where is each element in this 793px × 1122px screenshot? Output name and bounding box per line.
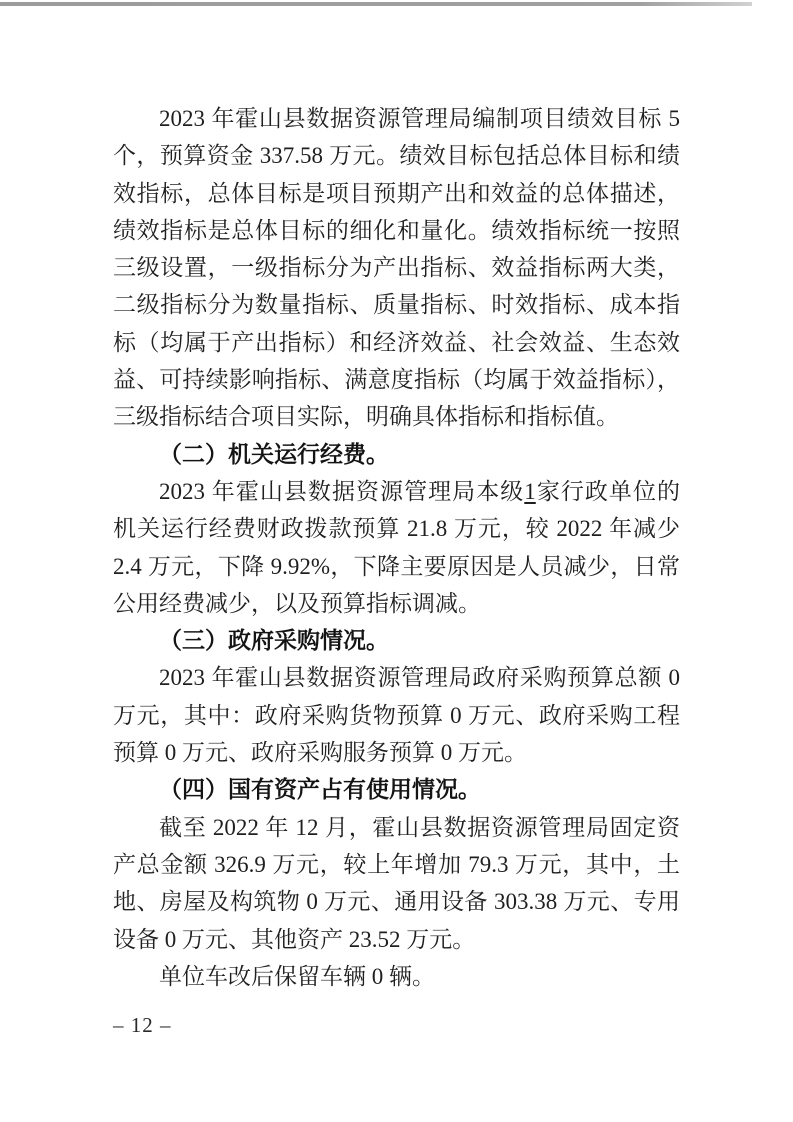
paragraph-agency-operating-funds: [113, 473, 680, 622]
heading-government-procurement: （三）政府采购情况。: [159, 627, 389, 654]
paragraph-performance-targets: 2023 年霍山县数据资源管理局编制项目绩效目标 5 个，预算资金 337.58 万元。绩效目标包括总体目标和绩效指标，总体目标是项目预期产出和效益的总体描述，绩效指标是总体目标的细化和量化。绩效指标统一按照三级设置，一级指标分为产出指标、效益指标两大类，二级指标分为数量指标、质量指标、时效指标、成本指标（均属于产出指标）和经济效益、社会效益、生态效益、可持续影响指标、满意度指标（均属于效益指标），三级指标结合项目实际，明确具体指标和指标值。: [113, 106, 680, 430]
text-segment-after-underline: 家行政单位的机关运行经费财政拨款预算 21.8 万元，较 2022 年减少 2.4 万元，下降 9.92%，下降主要原因是人员减少，日常公用经费减少，以及预算指标调减。: [113, 478, 681, 616]
paragraph-government-procurement: 2023 年霍山县数据资源管理局政府采购预算总额 0 万元，其中：政府采购货物预算 0 万元、政府采购工程预算 0 万元、政府采购服务预算 0 万元。: [113, 665, 680, 766]
paragraph-state-assets: 截至 2022 年 12 月，霍山县数据资源管理局固定资产总金额 326.9 万元，较上年增加 79.3 万元，其中，土地、房屋及构筑物 0 万元、通用设备 303.38 万元、专用设备 0 万元、其他资产 23.52 万元。: [113, 814, 680, 952]
paragraph-retained-vehicles: 单位车改后保留车辆 0 辆。: [159, 963, 435, 989]
heading-agency-operating-funds: （二）机关运行经费。: [159, 440, 389, 467]
text-segment-before-underline: 2023 年霍山县数据资源管理局本级: [159, 478, 525, 504]
heading-state-assets-usage: （四）国有资产占有使用情况。: [159, 776, 481, 803]
document-content: [113, 100, 680, 995]
scan-artifact-line: [0, 2, 752, 6]
page-number: – 12 –: [113, 1013, 172, 1037]
underlined-unit-count: 1: [524, 478, 536, 504]
